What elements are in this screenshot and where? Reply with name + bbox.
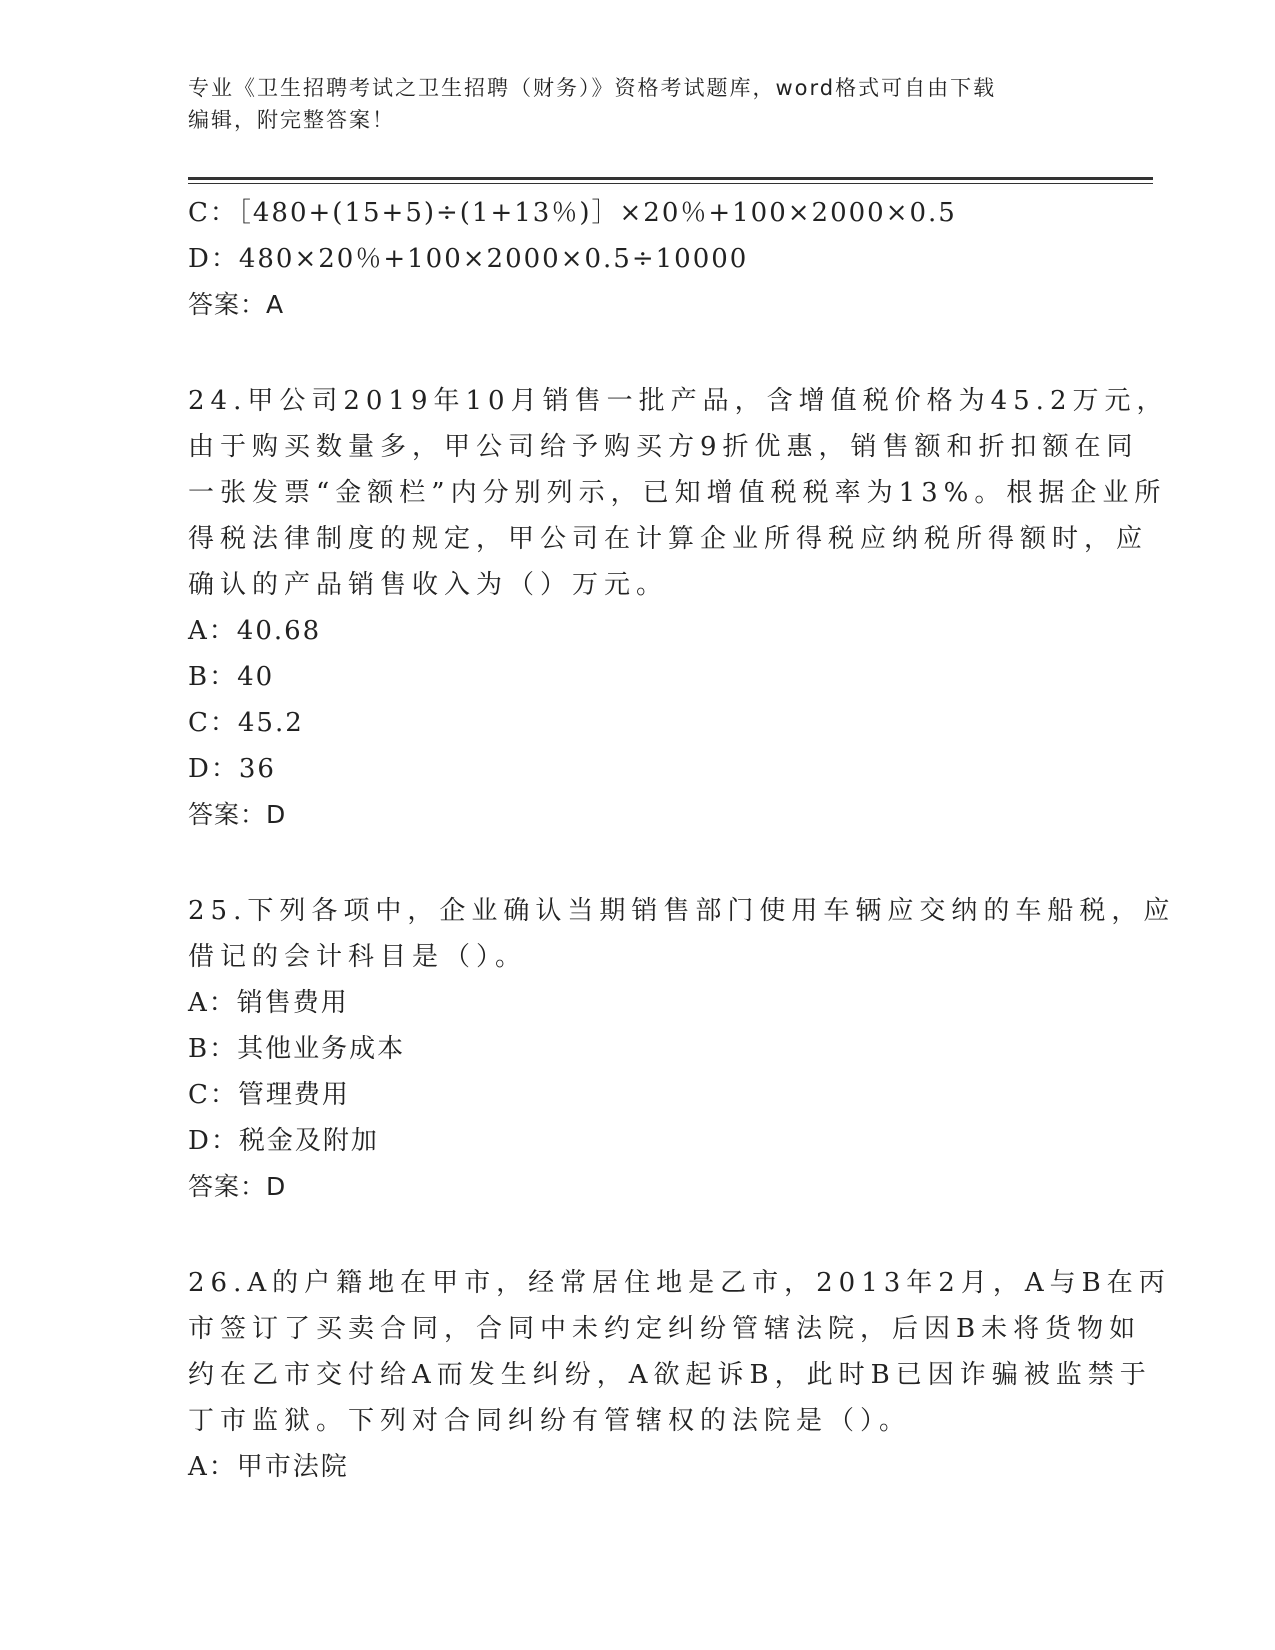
option-c: C：45.2	[188, 708, 304, 738]
stem-line: 丁市监狱。下列对合同纠纷有管辖权的法院是（）。	[188, 1406, 912, 1436]
question-26	[188, 1260, 1171, 1490]
question-stem	[188, 888, 1176, 980]
question-stem	[188, 378, 1169, 608]
answer-label: 答案：D	[188, 1172, 287, 1201]
header-line-2: 编辑，附完整答案！	[188, 108, 395, 132]
header-divider-thick	[188, 177, 1153, 180]
option-c: C：管理费用	[188, 1080, 350, 1110]
prev-question	[188, 190, 1088, 328]
option-d: D：税金及附加	[188, 1126, 379, 1156]
stem-line: 确认的产品销售收入为（）万元。	[188, 570, 669, 600]
stem-line: 24.甲公司2019年10月销售一批产品，含增值税价格为45.2万元，	[188, 386, 1169, 416]
stem-line: 约在乙市交付给A而发生纠纷，A欲起诉B，此时B已因诈骗被监禁于	[188, 1360, 1152, 1390]
header-line-1: 专业《卫生招聘考试之卫生招聘（财务）》资格考试题库，word格式可自由下载	[188, 76, 997, 100]
question-24	[188, 378, 1169, 838]
option-c: C：［480+(15+5)÷(1+13％)］×20％+100×2000×0.5	[188, 198, 957, 228]
option-a: A：甲市法院	[188, 1452, 349, 1482]
header-divider-thin	[188, 183, 1153, 184]
option-a: A：40.68	[188, 616, 322, 646]
spacer	[188, 1210, 1088, 1260]
answer-label: 答案：A	[188, 290, 285, 319]
option-b: B：其他业务成本	[188, 1034, 406, 1064]
question-25	[188, 888, 1176, 1210]
question-list	[188, 190, 1176, 1490]
stem-line: 26.A的户籍地在甲市，经常居住地是乙市，2013年2月，A与B在丙	[188, 1268, 1171, 1298]
stem-line: 借记的会计科目是（）。	[188, 942, 528, 972]
option-a: A：销售费用	[188, 988, 349, 1018]
stem-line: 25.下列各项中，企业确认当期销售部门使用车辆应交纳的车船税，应	[188, 896, 1176, 926]
stem-line: 市签订了买卖合同，合同中未约定纠纷管辖法院，后因B未将货物如	[188, 1314, 1142, 1344]
answer-label: 答案：D	[188, 800, 287, 829]
question-stem	[188, 1260, 1171, 1444]
option-b: B：40	[188, 662, 275, 692]
stem-line: 一张发票“金额栏”内分别列示，已知增值税税率为13%。根据企业所	[188, 478, 1167, 508]
stem-line: 得税法律制度的规定，甲公司在计算企业所得税应纳税所得额时，应	[188, 524, 1149, 554]
spacer	[188, 838, 1088, 888]
option-d: D：36	[188, 754, 276, 784]
option-d: D：480×20％+100×2000×0.5÷10000	[188, 244, 749, 274]
spacer	[188, 328, 1088, 378]
document-header	[188, 72, 1088, 136]
stem-line: 由于购买数量多，甲公司给予购买方9折优惠，销售额和折扣额在同	[188, 432, 1139, 462]
